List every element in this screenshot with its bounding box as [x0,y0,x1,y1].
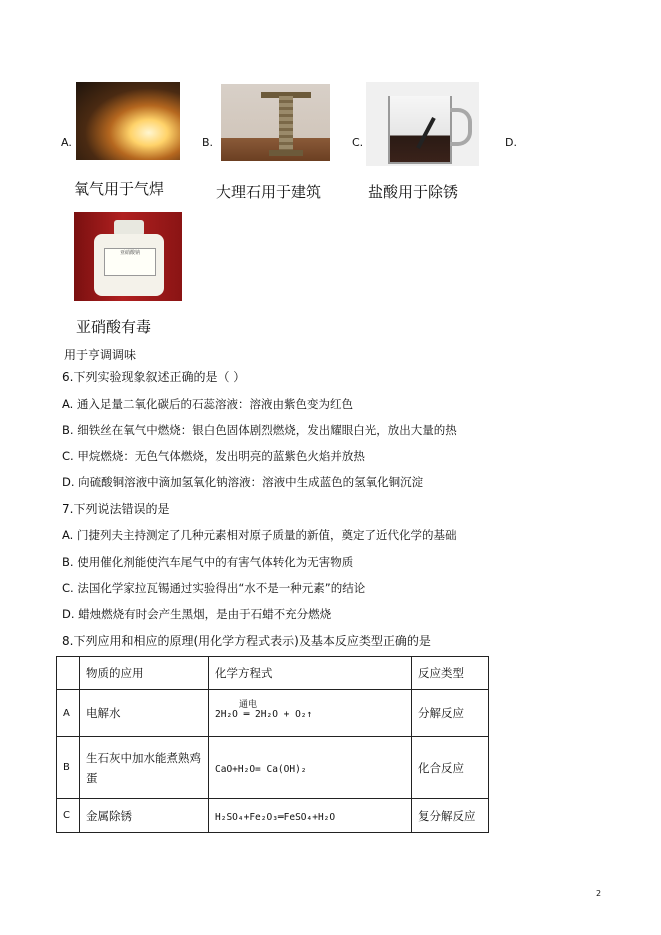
row-type: 分解反应 [412,690,489,737]
welding-photo [76,82,180,160]
option-d-caption: 亚硝酸有毒 [76,318,152,336]
equation-b: CaO+H₂O= Ca(OH)₂ [215,763,307,775]
reaction-table [56,656,489,833]
q6-option-c: C. 甲烷燃烧：无色气体燃烧，发出明亮的蓝紫色火焰并放热 [62,449,365,463]
table-row [57,737,489,799]
option-d-label: D. [505,136,517,149]
row-use: 金属除锈 [80,799,209,833]
q6-stem: 6.下列实验现象叙述正确的是（ ） [62,370,246,384]
row-type: 化合反应 [412,737,489,799]
q6-option-b: B. 细铁丝在氧气中燃烧：银白色固体剧烈燃烧，发出耀眼白光，放出大量的热 [62,423,457,437]
row-use: 电解水 [80,690,209,737]
nitrite-bottle-photo [74,212,182,301]
q6-option-a: A. 通入足量二氧化碳后的石蕊溶液：溶液由紫色变为红色 [62,397,353,411]
marble-monument-photo [221,84,330,161]
option-b-label: B. [202,136,214,149]
row-equation [209,690,412,737]
row-equation [209,799,412,833]
table-header-row [57,657,489,690]
option-c-caption: 盐酸用于除锈 [368,183,459,201]
option-a-label: A. [61,136,72,149]
q8-stem: 8.下列应用和相应的原理(用化学方程式表示)及基本反应类型正确的是 [62,634,431,648]
row-use: 生石灰中加水能煮熟鸡蛋 [80,737,209,799]
row-letter: B [57,737,80,799]
equation-a [215,700,313,720]
q6-option-d: D. 向硫酸铜溶液中滴加氢氧化钠溶液：溶液中生成蓝色的氢氧化铜沉淀 [62,475,424,489]
header-use: 物质的应用 [80,657,209,690]
q7-option-a: A. 门捷列夫主持测定了几种元素相对原子质量的新值，奠定了近代化学的基础 [62,528,457,542]
header-equation: 化学方程式 [209,657,412,690]
table-row [57,690,489,737]
q7-stem: 7.下列说法错误的是 [62,502,170,516]
row-letter: C [57,799,80,833]
equation-c: H₂SO₄+Fe₂O₃═FeSO₄+H₂O [215,811,336,823]
header-blank [57,657,80,690]
row-letter: A [57,690,80,737]
equation-a-text: 2H₂O ═ 2H₂O + O₂↑ [215,709,313,720]
page-number: 2 [596,889,602,898]
bottle-label: 亚硝酸钠 [104,248,156,276]
rust-cup-photo [366,82,479,166]
equation-a-condition: 通电 [239,700,258,710]
option-c-label: C. [352,136,364,149]
q7-option-d: D. 蜡烛燃烧有时会产生黑烟，是由于石蜡不充分燃烧 [62,607,332,621]
q7-option-c: C. 法国化学家拉瓦锡通过实验得出“水不是一种元素”的结论 [62,581,366,595]
option-a-caption: 氧气用于气焊 [74,180,165,198]
row-equation [209,737,412,799]
option-d-extra: 用于亨调调味 [64,348,137,362]
row-type: 复分解反应 [412,799,489,833]
header-type: 反应类型 [412,657,489,690]
q7-option-b: B. 使用催化剂能使汽车尾气中的有害气体转化为无害物质 [62,555,354,569]
table-row [57,799,489,833]
option-b-caption: 大理石用于建筑 [216,183,322,201]
